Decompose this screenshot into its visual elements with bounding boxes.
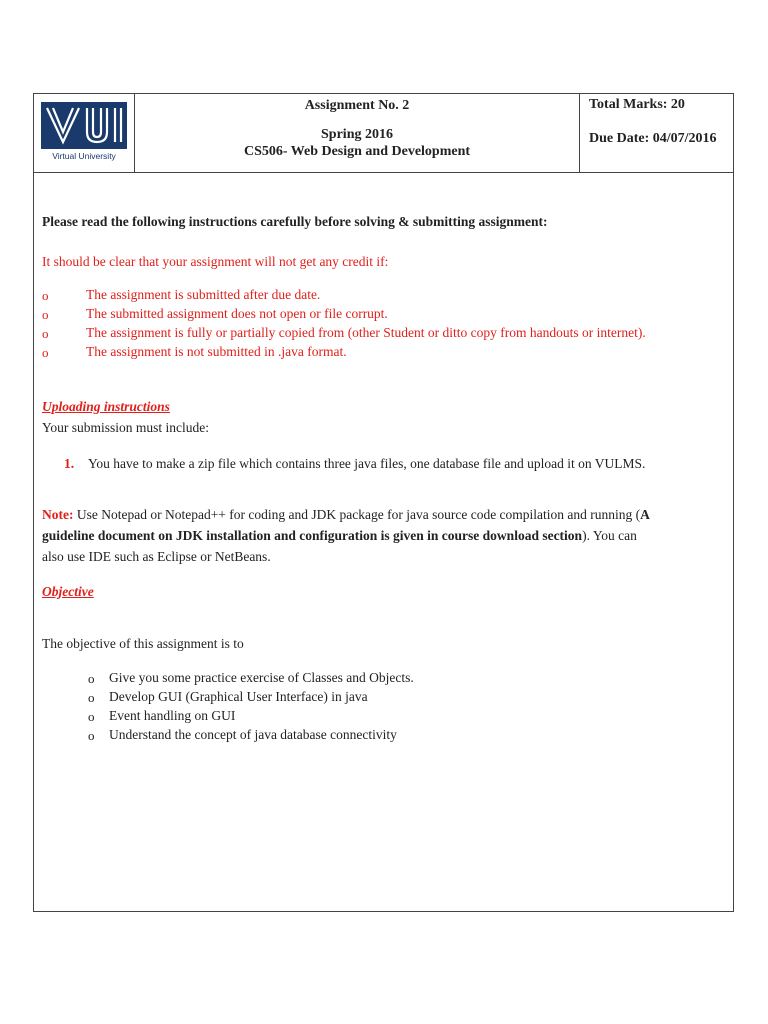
assignment-body: [33, 172, 734, 912]
bullet-marker: o: [42, 326, 49, 341]
bullet-marker: o: [42, 307, 49, 322]
note-text-1: Use Notepad or Notepad++ for coding and JDK package for java source code compilation and running (: [73, 507, 641, 522]
course-title: CS506- Web Design and Development: [243, 144, 471, 159]
semester: Spring 2016: [321, 127, 393, 142]
objective-heading: Objective: [42, 584, 94, 599]
vu-logo: [41, 102, 127, 164]
objective-text: Give you some practice exercise of Classes and Objects.: [109, 670, 414, 685]
note-bold-1: A: [640, 507, 650, 522]
rule-text: The submitted assignment does not open or file corrupt.: [86, 306, 388, 321]
bullet-marker: o: [42, 345, 49, 360]
uploading-intro: Your submission must include:: [42, 420, 210, 435]
bullet-marker: o: [42, 288, 49, 303]
credit-warning: It should be clear that your assignment will not get any credit if:: [42, 254, 389, 269]
note-bold-2: guideline document on JDK installation and configuration is given in course download section: [42, 528, 583, 543]
assignment-number: Assignment No. 2: [304, 98, 410, 113]
objective-text: Understand the concept of java database connectivity: [109, 727, 397, 742]
upload-item-text: You have to make a zip file which contains three java files, one database file and upload it on VULMS.: [88, 456, 646, 471]
rule-text: The assignment is not submitted in .java format.: [86, 344, 347, 359]
bullet-marker: o: [88, 690, 95, 705]
item-number: 1.: [64, 456, 75, 471]
instructions-heading: Please read the following instructions carefully before solving & submitting assignment:: [42, 214, 548, 229]
rule-text: The assignment is submitted after due date.: [86, 287, 321, 302]
title-cell: [135, 94, 580, 172]
rule-text: The assignment is fully or partially copied from (other Student or ditto copy from handouts or internet).: [86, 325, 646, 340]
note-line-3: also use IDE such as Eclipse or NetBeans.: [42, 549, 271, 564]
note-label: Note:: [42, 507, 74, 522]
header-table: [33, 93, 734, 173]
due-date: Due Date: 04/07/2016: [589, 131, 717, 146]
objective-text: Develop GUI (Graphical User Interface) in java: [109, 689, 368, 704]
note-line-2: [42, 528, 637, 544]
uploading-heading: Uploading instructions: [42, 399, 170, 414]
logo-subtitle: Virtual University: [52, 151, 116, 161]
note-text-2: ). You can: [582, 528, 637, 543]
bullet-marker: o: [88, 671, 95, 686]
note-line-1: [42, 507, 650, 523]
objective-text: Event handling on GUI: [109, 708, 236, 723]
logo-cell: [34, 94, 135, 172]
total-marks: Total Marks: 20: [589, 97, 685, 112]
objective-intro: The objective of this assignment is to: [42, 636, 244, 651]
marks-cell: [580, 94, 733, 172]
bullet-marker: o: [88, 728, 95, 743]
bullet-marker: o: [88, 709, 95, 724]
